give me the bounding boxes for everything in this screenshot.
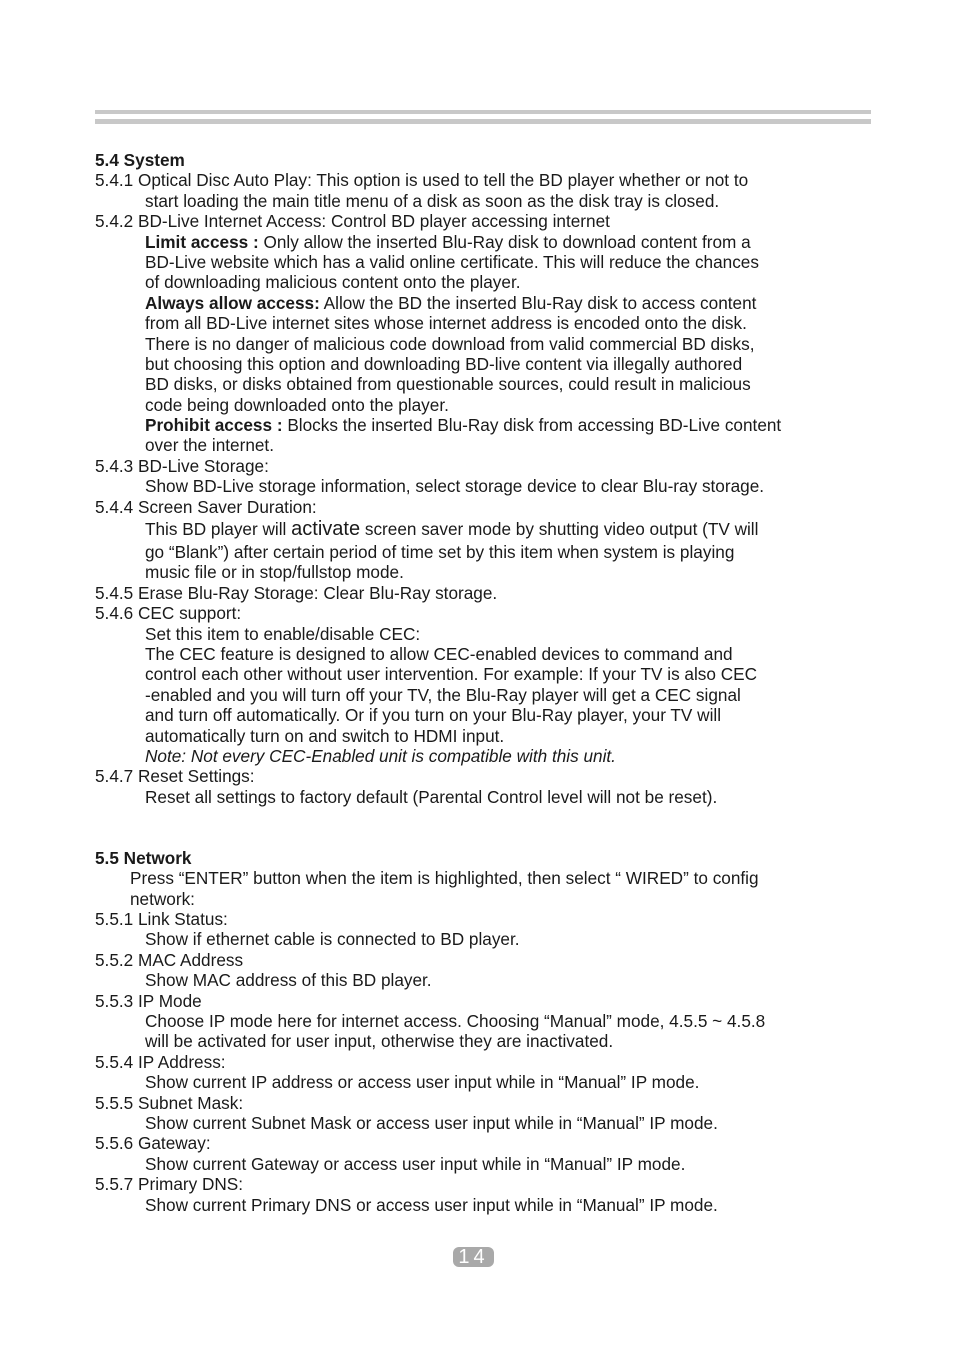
section-spacer [95, 807, 885, 848]
limit-access-text: Only allow the inserted Blu-Ray disk to download content from a [258, 231, 751, 252]
screen-saver-text-b: screen saver mode by shutting video output (TV will [360, 519, 759, 540]
item-5-5-4-title: 5.5.4 IP Address: [95, 1051, 226, 1072]
item-5-5-5-text: Show current Subnet Mask or access user input while in “Manual” IP mode. [145, 1112, 718, 1133]
limit-access-label: Limit access : [145, 231, 259, 252]
always-allow-text: from all BD-Live internet sites whose internet address is encoded onto the disk. [145, 313, 747, 334]
always-allow-line [95, 293, 885, 313]
item-5-4-4-title: 5.4.4 Screen Saver Duration: [95, 496, 317, 517]
prohibit-access-text: Blocks the inserted Blu-Ray disk from accessing BD-Live content [282, 415, 782, 436]
item-5-4-6-text: control each other without user intervention. For example: If your TV is also CEC [145, 664, 758, 685]
item-5-4-6-text: The CEC feature is designed to allow CEC-enabled devices to command and [145, 643, 733, 664]
header-rule-bottom [95, 119, 871, 124]
item-5-4-6-title: 5.4.6 CEC support: [95, 603, 242, 624]
item-5-5-7-text: Show current Primary DNS or access user input while in “Manual” IP mode. [145, 1194, 718, 1215]
item-5-4-5-title: 5.4.5 Erase Blu-Ray Storage: Clear Blu-Ray storage. [95, 582, 498, 603]
page-content [95, 150, 885, 1215]
activate-word: activate [291, 518, 361, 541]
item-5-4-6-text: -enabled and you will turn off your TV, the Blu-Ray player will get a CEC signal [145, 684, 741, 705]
always-allow-text: BD disks, or disks obtained from questionable sources, could result in malicious [145, 374, 751, 395]
network-intro: network: [130, 888, 195, 909]
item-5-5-2-title: 5.5.2 MAC Address [95, 949, 244, 970]
network-intro: Press “ENTER” button when the item is highlighted, then select “ WIRED” to config [130, 868, 759, 889]
cec-note: Note: Not every CEC-Enabled unit is compatible with this unit. [145, 745, 616, 766]
item-5-4-6-text: and turn off automatically. Or if you turn on your Blu-Ray player, your TV will [145, 705, 722, 726]
item-5-5-7-title: 5.5.7 Primary DNS: [95, 1174, 244, 1195]
section-heading-network: 5.5 Network [95, 847, 192, 868]
prohibit-access-text: over the internet. [145, 435, 274, 456]
always-allow-label: Always allow access: [145, 292, 320, 313]
item-5-4-3-text: Show BD-Live storage information, select storage device to clear Blu-ray storage. [145, 476, 765, 497]
item-5-5-6-text: Show current Gateway or access user input while in “Manual” IP mode. [145, 1153, 686, 1174]
item-5-5-4-text: Show current IP address or access user input while in “Manual” IP mode. [145, 1072, 700, 1093]
item-5-4-1-title: 5.4.1 Optical Disc Auto Play: This option is used to tell the BD player whether or not to [95, 170, 749, 191]
always-allow-text: Allow the BD the inserted Blu-Ray disk to access content [319, 292, 757, 313]
limit-access-line [95, 232, 885, 252]
limit-access-text: BD-Live website which has a valid online certificate. This will reduce the chances [145, 251, 759, 272]
prohibit-access-label: Prohibit access : [145, 415, 283, 436]
screen-saver-text-a: This BD player will [145, 519, 292, 540]
item-5-5-5-title: 5.5.5 Subnet Mask: [95, 1092, 244, 1113]
item-5-4-7-title: 5.4.7 Reset Settings: [95, 766, 255, 787]
item-5-5-3-text: Choose IP mode here for internet access. Choosing “Manual” mode, 4.5.5 ~ 4.5.8 [145, 1011, 766, 1032]
item-5-5-3-title: 5.5.3 IP Mode [95, 990, 202, 1011]
item-5-5-1-text: Show if ethernet cable is connected to BD player. [145, 929, 520, 950]
item-5-4-4-text: go “Blank”) after certain period of time set by this item when system is playing [145, 542, 735, 563]
item-5-5-2-text: Show MAC address of this BD player. [145, 970, 432, 991]
always-allow-text: but choosing this option and downloading BD-live content via illegally authored [145, 353, 743, 374]
item-5-4-3-title: 5.4.3 BD-Live Storage: [95, 455, 269, 476]
always-allow-text: There is no danger of malicious code download from valid commercial BD disks, [145, 333, 755, 354]
item-5-5-3-text: will be activated for user input, otherwise they are inactivated. [145, 1031, 614, 1052]
item-5-4-6-text: automatically turn on and switch to HDMI input. [145, 725, 505, 746]
page-number: 14 [453, 1247, 494, 1267]
prohibit-access-line [95, 415, 885, 435]
item-5-4-6-text: Set this item to enable/disable CEC: [145, 623, 421, 644]
limit-access-text: of downloading malicious content onto the player. [145, 272, 521, 293]
item-5-4-4-text: music file or in stop/fullstop mode. [145, 562, 404, 583]
header-rule-top [95, 110, 871, 114]
always-allow-text: code being downloaded onto the player. [145, 394, 449, 415]
item-5-4-1-text: start loading the main title menu of a disk as soon as the disk tray is closed. [145, 190, 720, 211]
item-5-5-1-title: 5.5.1 Link Status: [95, 909, 228, 930]
item-5-4-2-title: 5.4.2 BD-Live Internet Access: Control BD player accessing internet [95, 211, 610, 232]
item-5-5-6-title: 5.5.6 Gateway: [95, 1133, 211, 1154]
item-5-4-7-text: Reset all settings to factory default (Parental Control level will not be reset). [145, 786, 718, 807]
section-heading-system: 5.4 System [95, 150, 185, 170]
item-5-4-4-text [95, 517, 885, 542]
